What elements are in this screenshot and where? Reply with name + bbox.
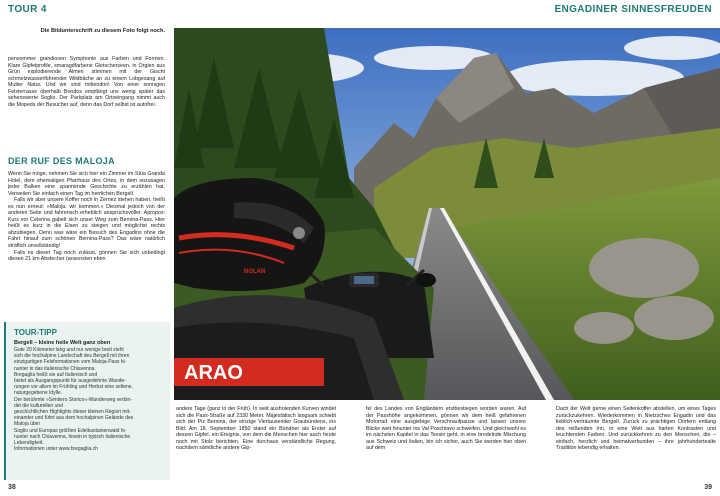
intro-paragraph: pensommer grandiosen Symphonie aus Farben und Formen. Klare Gipfelprofile, smaragdfarbene Gletscherseen, in Orgien aus Grün explodierende Almen stimmen mit der Gischt schmelzwasserführender Wildbäche an zu einem Lobgesang auf Mutter Natur. Und wir sind mittendrin! Von einer sonnigen Felsterrasse oberhalb Bondos empfängt uns wenig später das sehenswerte Soglio. Der Parkplatz am Ortseingang nimmt auch die Mopeds der Besucher auf, denn das Dorf selbst ist autofrei. (8, 56, 165, 108)
tip-line: nunter in das italienische Chiavenna. (14, 365, 96, 372)
tip-line: geschichtlichen Highlights dieser kleinen Region mit- (14, 409, 131, 416)
body-column-2: andere Tage (ganz in der Früh). In weit ausholenden Kurven windet sich die Pass-Straße auf 2330 Meter. Majestätisch langsam schiebt sich der Piz Bernina, der einzige Viertausender Graubündens, ins Bild. Am 18. September 1850 stand ein Bündner als Erster auf dessen Gipfel, ein Ereignis, von dem die Menschen hier auch heute noch mit Stolz berichten. Eine durchaus verständliche Regung, nachdem sämtliche andere Gip- (176, 406, 336, 452)
tip-line: nunter nach Chiavenna, hinein in typisch italienische (14, 433, 131, 440)
section-text (8, 171, 165, 314)
section-paragraph: Falls wir aber unsere Koffer noch in Zernez stehen haben, heißt es nun erneut: »Maloja: wir kommen.« Diesmal jedoch von der anderen Seite und fahrerisch erheblich anspruchsvoller. Apropos: Kurz vor Celerina gabelt sich unser Weg zum Bernina-Pass. Hier heißt es kurz in die Eisen zu steigen und möglichst rechts abzubiegen. Denn was wäre ein Besuch des Engadins ohne die Fahrt hinauf zum schönen Bernina-Pass? Das wäre natürlich sträflich unvollständig! (8, 197, 165, 250)
tip-body (14, 347, 164, 452)
section-heading: DER RUF DES MALOJA (8, 156, 115, 166)
tip-subtitle: Bergell – kleine heile Welt ganz oben (14, 340, 111, 346)
tour-tip-box (4, 322, 170, 480)
photo-caption: Die Bildunterschrift zu diesem Foto folgt noch. (40, 28, 165, 34)
section-paragraph: Falls es dieser Tag noch zulässt, gönnen Sie sich unbedingt diesen 21 km Abstecher (ansonsten eben (8, 249, 165, 263)
page-number-left: 38 (8, 484, 16, 491)
body-column-4: Dach der Welt gerne einen Seitenkoffer abstellen, um eines Tages zurückzukehren. Wiederkommen in Nietzsches Engadin und das lieblich-verträumte Bergell. Zurück zu prächtigen Dörfern entlang des reißenden Inn, in eine Welt aus harten Kontrasten und leuchtenden Farben. Und zurückkehren zu den Menschen, die – einfach, herzlich und heimatverbunden – ihre jahrhundertealte Tradition lebendig erhalten. (556, 406, 716, 452)
tip-line: bietet als Ausgangspunkt für ausgedehnte Wande- (14, 378, 126, 385)
tip-line: Soglio und Europas größten Edelkastanienwald hi- (14, 427, 127, 434)
tip-title: TOUR-TIPP (14, 328, 57, 337)
tip-line: Bregaglia heißt sie auf Italienisch und (14, 371, 98, 378)
running-header-left: TOUR 4 (8, 4, 47, 15)
tip-line: einzigartigen Felsformationen vom Maloja-Pass hi- (14, 359, 127, 366)
tip-line: Maloja über (14, 421, 41, 428)
tip-line: sich die hochalpine Landschaft des Bergell mit ihren (14, 353, 130, 360)
tip-line: Gute 20 Kilometer lang und nur wenige breit zieht (14, 347, 124, 353)
tip-line: Lebendigkeit. (14, 440, 44, 447)
section-paragraph: Wenn Sie möge, nehmen Sie sich hier ein Zimmer im Stüa Granda Hotel, dem ehemaligen Pfarrhaus des Ortes, in dem sozusagen jeder Balken eine spannende Geschichte zu erzählen hat. Verweilen Sie einfach einen Tag im herrlichen Bergell. (8, 171, 165, 197)
tip-line: naturgegebene Idylle. (14, 390, 63, 397)
body-column-3: fel des Landes von Engländern erstbestiegen worden waren. Auf der Passhöhe angekommen, gönnen wir dem heiß gefahrenen Motorrad eine ausgiebige Verschnaufpause und lassen unsere Blicke weit hinunter ins Val Poschiavo schweifen. Und gleichwohl es im nächsten Kapitel in das Tessin geht, in eine brodelnde Mischung aus Schweiz und Italien, bin ich sicher, auch Sie werden hier oben auf dem (366, 406, 526, 452)
intro-text (8, 56, 165, 108)
page-number-right: 39 (704, 484, 712, 491)
tip-line: Informationen unter www.bregaglia.ch (14, 446, 98, 453)
jacket-lettering: ARAO (184, 362, 243, 384)
running-header-right: ENGADINER SINNESFREUDEN (554, 4, 712, 15)
motorcycle-pass-photo (174, 28, 720, 400)
tip-line: rungen vor allem im Frühling und Herbst eine seltene, (14, 384, 133, 391)
tip-line: det die kulturellen und (14, 402, 63, 409)
helmet-brand: NOLAN (244, 269, 266, 275)
tip-line: Der berühmte »Sentiero Storico«-Wanderweg verbin- (14, 396, 132, 403)
tip-line: einander und führt aus dem hochalpinen Gelände des (14, 415, 134, 422)
photo-illustration (174, 28, 720, 400)
